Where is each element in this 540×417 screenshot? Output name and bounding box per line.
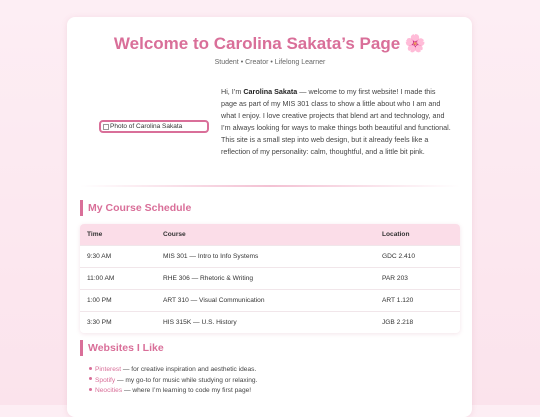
- table-row: [80, 246, 460, 268]
- bullet-icon: [89, 388, 92, 391]
- schedule-heading: My Course Schedule: [80, 200, 191, 216]
- page-card: [67, 17, 472, 417]
- cell-location: GDC 2.410: [375, 246, 460, 268]
- cell-time: 3:30 PM: [80, 312, 156, 334]
- list-item: [89, 386, 257, 397]
- cell-course: RHE 306 — Rhetoric & Writing: [156, 268, 375, 290]
- link-spotify[interactable]: Spotify: [95, 376, 116, 384]
- cell-course: MIS 301 — Intro to Info Systems: [156, 246, 375, 268]
- bullet-icon: [89, 377, 92, 380]
- list-item: [89, 365, 257, 376]
- column-header-time: Time: [80, 224, 156, 246]
- link-description: — for creative inspiration and aesthetic ideas.: [121, 366, 257, 373]
- cell-course: HIS 315K — U.S. History: [156, 312, 375, 334]
- link-description: — where I’m learning to code my first page!: [122, 387, 252, 394]
- bullet-icon: [89, 367, 92, 370]
- cell-course: ART 310 — Visual Communication: [156, 290, 375, 312]
- cell-time: 9:30 AM: [80, 246, 156, 268]
- table-row: [80, 268, 460, 290]
- section-divider: [80, 185, 460, 187]
- course-schedule-table: [80, 224, 460, 333]
- intro-greeting: Hi, I’m: [221, 87, 244, 96]
- link-description: — my go-to for music while studying or relaxing.: [115, 376, 258, 384]
- link-neocities[interactable]: Neocities: [95, 387, 123, 394]
- intro-paragraph: [221, 86, 453, 158]
- column-header-location: Location: [375, 224, 460, 246]
- table-row: [80, 290, 460, 312]
- intro-name: Carolina Sakata: [243, 87, 298, 96]
- cell-location: ART 1.120: [375, 290, 460, 312]
- broken-image-icon: [103, 124, 109, 130]
- cell-time: 1:00 PM: [80, 290, 156, 312]
- page-subtitle: Student • Creator • Lifelong Learner: [214, 59, 326, 66]
- link-pinterest[interactable]: Pinterest: [95, 366, 122, 373]
- page-title: Welcome to Carolina Sakata’s Page 🌸: [113, 34, 427, 53]
- intro-text: — welcome to my first website! I made this page as part of my MIS 301 class to show a little about who I am and what I enjoy. I love creative projects that blend art and technology, and I’m always looking for ways to make things both beautiful and functional. This site is a small step into web design, but it already feels like a reflection of my personality: calm, thoughtful, and a little bit pink.: [221, 87, 451, 156]
- cell-time: 11:00 AM: [80, 268, 156, 290]
- websites-heading: Websites I Like: [80, 340, 164, 356]
- list-item: [89, 376, 257, 387]
- cell-location: JGB 2.218: [375, 312, 460, 334]
- profile-photo: [99, 120, 209, 133]
- cell-location: PAR 203: [375, 268, 460, 290]
- column-header-course: Course: [156, 224, 375, 246]
- websites-list: [89, 365, 257, 397]
- table-row: [80, 312, 460, 334]
- photo-alt-text: Photo of Carolina Sakata: [110, 123, 183, 130]
- table-header-row: [80, 224, 460, 246]
